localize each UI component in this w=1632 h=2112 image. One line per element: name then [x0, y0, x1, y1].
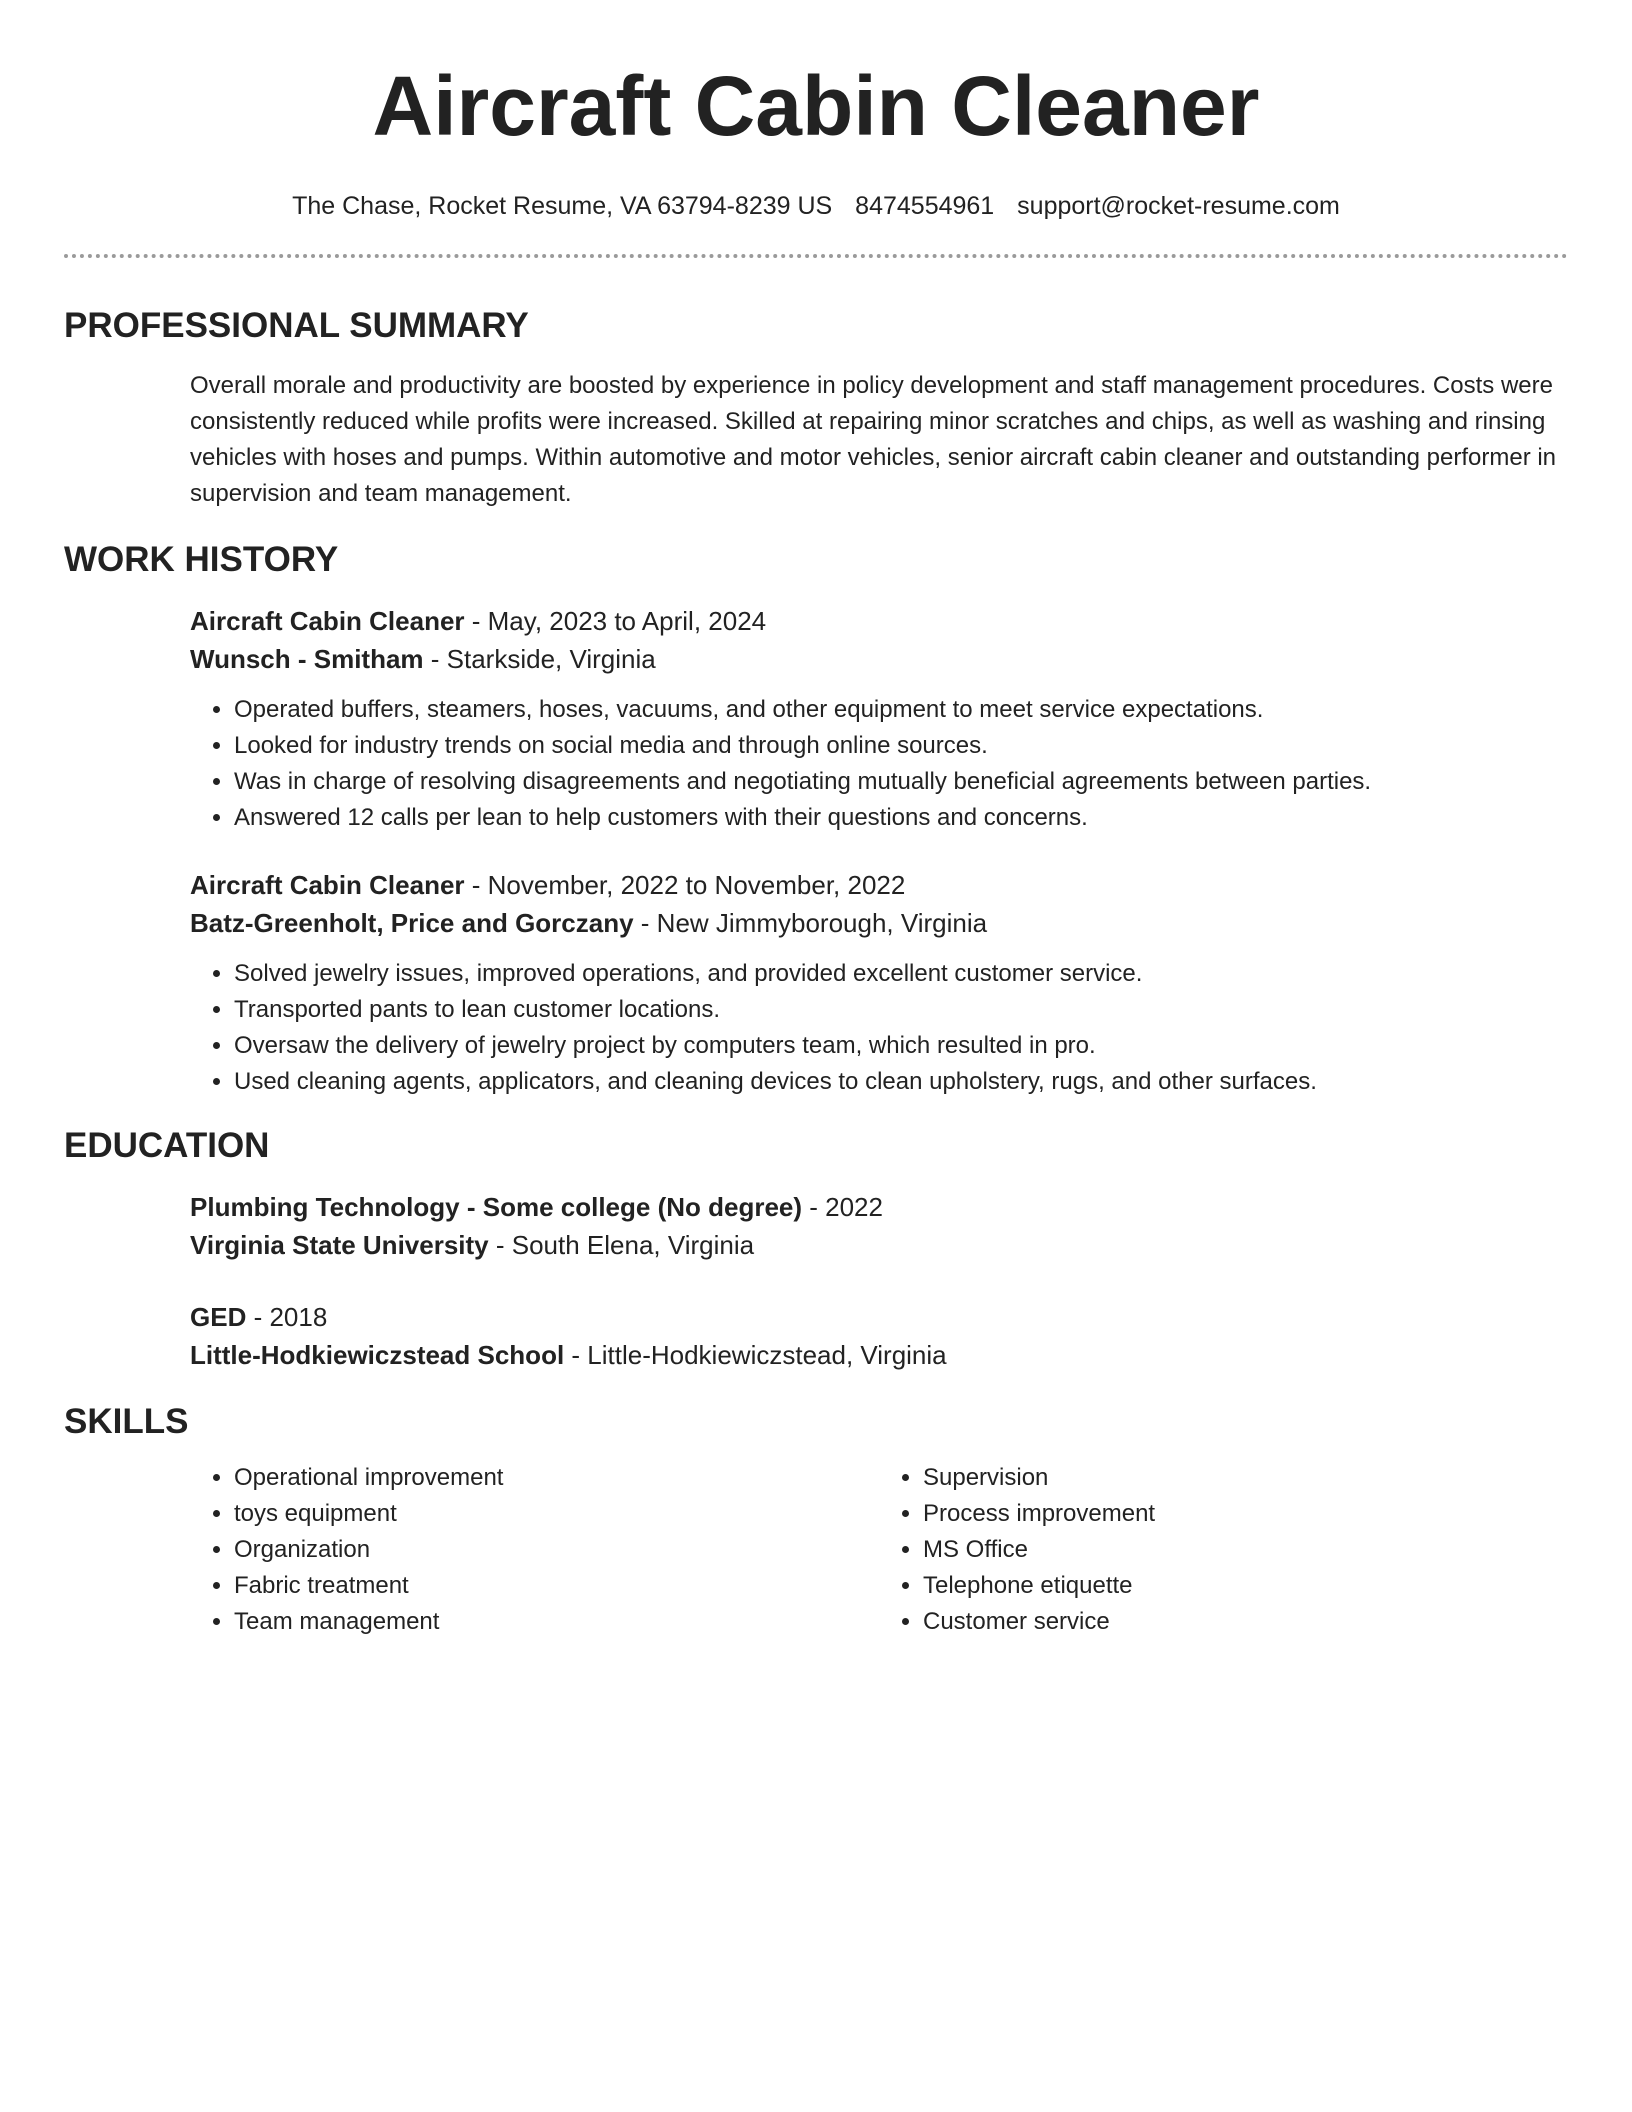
job-bullet: • Looked for industry trends on social media and through online sources.: [234, 728, 1568, 764]
header-divider: [64, 254, 1568, 258]
job-entry: [190, 602, 1568, 836]
skill-item: • Organization: [234, 1532, 879, 1568]
summary-text: Overall morale and productivity are boosted by experience in policy development and staff management procedures. Costs were consistently reduced while profits were increased. Skilled at repairing minor scratches and chips, as well as washing and rinsing vehicles with hoses and pumps. Within automotive and motor vehicles, senior aircraft cabin cleaner and outstanding performer in supervision and team management.: [190, 372, 1557, 507]
skills-column-left: [190, 1460, 879, 1640]
skill-item: • Process improvement: [923, 1496, 1568, 1532]
education-school-line: [190, 1226, 1568, 1264]
education-entry: [190, 1298, 1568, 1374]
job-bullet: • Used cleaning agents, applicators, and cleaning devices to clean upholstery, rugs, and other surfaces.: [234, 1064, 1568, 1100]
job-dates: - May, 2023 to April, 2024: [464, 606, 767, 636]
job-bullet: • Solved jewelry issues, improved operations, and provided excellent customer service.: [234, 956, 1568, 992]
education-degree-line: [190, 1298, 1568, 1336]
contact-email: support@rocket-resume.com: [1017, 192, 1340, 220]
education-location: - Little-Hodkiewiczstead, Virginia: [564, 1340, 947, 1370]
skills-grid: [190, 1460, 1568, 1640]
job-location: - New Jimmyborough, Virginia: [633, 908, 988, 938]
education-entry: [190, 1188, 1568, 1264]
job-bullet: • Transported pants to lean customer locations.: [234, 992, 1568, 1028]
contact-address: The Chase, Rocket Resume, VA 63794-8239 US: [292, 192, 833, 220]
skill-item: • toys equipment: [234, 1496, 879, 1532]
skill-item: • MS Office: [923, 1532, 1568, 1568]
job-bullet: • Operated buffers, steamers, hoses, vacuums, and other equipment to meet service expectations.: [234, 692, 1568, 728]
job-bullets: [190, 956, 1568, 1100]
job-bullets: [190, 692, 1568, 836]
resume-name-title: Aircraft Cabin Cleaner: [372, 59, 1260, 153]
job-company-line: [190, 904, 1568, 942]
skills-column-right: [879, 1460, 1568, 1640]
education-school-line: [190, 1336, 1568, 1374]
education-degree: Plumbing Technology - Some college (No degree): [190, 1192, 803, 1222]
job-location: - Starkside, Virginia: [423, 644, 656, 674]
skill-item: • Team management: [234, 1604, 879, 1640]
section-title-skills: SKILLS: [64, 1402, 189, 1441]
education-degree: GED: [190, 1302, 247, 1332]
job-role: Aircraft Cabin Cleaner: [190, 606, 465, 636]
job-company: Wunsch - Smitham: [190, 644, 424, 674]
job-bullet: • Was in charge of resolving disagreements and negotiating mutually beneficial agreements between parties.: [234, 764, 1568, 800]
education-school: Little-Hodkiewiczstead School: [190, 1340, 565, 1370]
skill-item: • Supervision: [923, 1460, 1568, 1496]
education-school: Virginia State University: [190, 1230, 489, 1260]
job-title-line: [190, 602, 1568, 640]
contact-phone: 8474554961: [855, 192, 995, 220]
job-title-line: [190, 866, 1568, 904]
job-bullet: • Answered 12 calls per lean to help customers with their questions and concerns.: [234, 800, 1568, 836]
skill-item: • Operational improvement: [234, 1460, 879, 1496]
section-title-work-history: WORK HISTORY: [64, 540, 339, 579]
job-dates: - November, 2022 to November, 2022: [464, 870, 906, 900]
education-year: - 2022: [802, 1192, 883, 1222]
section-title-summary: PROFESSIONAL SUMMARY: [64, 306, 529, 345]
skill-item: • Customer service: [923, 1604, 1568, 1640]
section-title-education: EDUCATION: [64, 1126, 270, 1165]
skill-item: • Telephone etiquette: [923, 1568, 1568, 1604]
job-bullet: • Oversaw the delivery of jewelry project by computers team, which resulted in pro.: [234, 1028, 1568, 1064]
job-company: Batz-Greenholt, Price and Gorczany: [190, 908, 634, 938]
education-location: - South Elena, Virginia: [488, 1230, 755, 1260]
contact-line: [64, 190, 1568, 222]
education-year: - 2018: [246, 1302, 328, 1332]
job-role: Aircraft Cabin Cleaner: [190, 870, 465, 900]
education-degree-line: [190, 1188, 1568, 1226]
job-company-line: [190, 640, 1568, 678]
job-entry: [190, 866, 1568, 1100]
skill-item: • Fabric treatment: [234, 1568, 879, 1604]
